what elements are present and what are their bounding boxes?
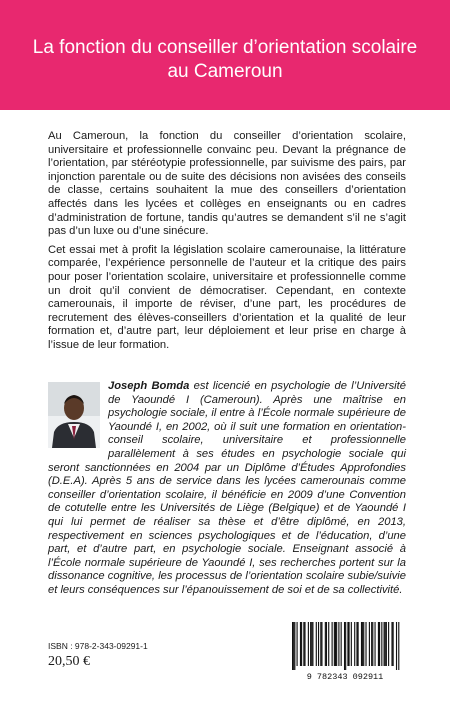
isbn: ISBN : 978-2-343-09291-1 — [48, 641, 148, 651]
barcode-bar — [326, 622, 327, 666]
barcode-bar — [361, 622, 362, 666]
barcode-bar — [320, 622, 321, 666]
summary-paragraph-2: Cet essai met à profit la législation scolaire camerounaise, la littérature comparée, l’expérience personnelle de l’auteur et la critique des pairs pour poser l’orientation scolaire, universitaire et professionnelle comme un droit qu’il convient de démocratiser. Cependant, en contexte camerounais, il importe de réviser, d’une part, les procédures de recrutement des élèves-conseillers d’orientation et la qualité de leur formation et, d’autre part, leur déploiement et leur prise en charge à l’issue de leur formation. — [48, 243, 406, 351]
barcode-bar — [391, 622, 392, 666]
barcode-bar — [347, 622, 348, 666]
barcode-bar — [332, 622, 333, 666]
barcode-bar — [378, 622, 379, 666]
barcode-bar — [328, 622, 329, 666]
barcode-bar — [345, 622, 346, 670]
author-photo — [48, 382, 100, 448]
barcode-bar — [297, 622, 298, 666]
barcode-bar — [362, 622, 363, 666]
barcode-bar — [308, 622, 309, 666]
barcode-bar — [396, 622, 397, 670]
barcode-bar — [293, 622, 294, 670]
barcode-bar — [300, 622, 301, 666]
barcode-bar — [311, 622, 312, 666]
barcode-bar — [379, 622, 380, 666]
barcode-number: 9 782343 092911 — [306, 672, 384, 682]
barcode-bar — [303, 622, 304, 666]
price: 20,50 € — [48, 654, 90, 669]
barcode-bar — [325, 622, 326, 666]
barcode-bar — [354, 622, 355, 666]
barcode-bar — [316, 622, 317, 666]
author-bio — [48, 380, 406, 598]
barcode-bar — [358, 622, 359, 666]
barcode-bar — [393, 622, 394, 666]
barcode-bar — [363, 622, 364, 666]
barcode-bar — [384, 622, 385, 666]
barcode-bar — [312, 622, 313, 666]
barcode-bar — [365, 622, 366, 666]
barcode-bar — [351, 622, 352, 666]
barcode-bar — [385, 622, 386, 666]
barcode-bar — [374, 622, 375, 666]
barcode-bar — [372, 622, 373, 666]
barcode-bar — [310, 622, 311, 666]
author-name: Joseph Bomda — [108, 380, 190, 392]
barcode-bar — [344, 622, 345, 670]
barcode-bar — [398, 622, 399, 670]
barcode-bar — [338, 622, 339, 666]
barcode-bar — [321, 622, 322, 666]
barcode-bar — [304, 622, 305, 666]
barcode-bar — [356, 622, 357, 666]
barcode-bar — [334, 622, 335, 666]
book-title-line1: La fonction du conseiller d’orientation scolaire — [32, 37, 418, 58]
barcode-bar — [294, 622, 295, 670]
barcode-bar — [292, 622, 293, 670]
barcode-bar — [301, 622, 302, 666]
book-title — [0, 0, 450, 84]
barcode-bar — [388, 622, 389, 666]
title-banner — [0, 0, 450, 110]
barcode-bar — [386, 622, 387, 666]
back-cover-summary — [48, 130, 406, 358]
summary-paragraph-1: Au Cameroun, la fonction du conseiller d’orientation scolaire, universitaire et professionnelle convainc peu. Devant la prégnance de l’orientation, par stéréotypie professionnelle, par suivisme des pairs, par injonction parentale ou de suite des décisions non avisées des conseils de classe, certains souhaitent la mue des conseillers d’orientation affectés dans les lycées et collèges en enseignants ou en cadres d’administration de fortune, tandis qu’autres se demandent s’il ne s’agit pas d’un luxe ou d’une sinécure. — [48, 130, 406, 238]
barcode-bar — [381, 622, 382, 666]
barcode-bar — [369, 622, 370, 666]
barcode-bar — [336, 622, 337, 666]
barcode-bar — [371, 622, 372, 666]
book-title-line2: au Cameroun — [167, 61, 283, 82]
barcode-bar — [349, 622, 350, 666]
barcode-bar — [335, 622, 336, 666]
author-bio-text: est licencié en psychologie de l’Université de Yaoundé I (Cameroun). Après une maîtrise en psychologie sociale, il entre à l’École normale supérieure de Yaoundé I, en 2002, où il suit une formation en orientation-conseil scolaire, universitaire et professionnelle parallèlement à ses études en psychologie sociale qui seront sanctionnées en 2004 par un Diplôme d’Études Approfondies (D.E.A). Après 5 ans de service dans les lycées camerounais comme conseiller d’orientation scolaire, il bénéficie en 2009 d’une Convention de cotutelle entre les Universités de Liège (Belgique) et de Yaoundé I qui lui permet de réaliser sa thèse et d’être diplômé, en 2013, respectivement en sciences psychologiques et de l’éducation, d’une part, et d’autre part, en psychologie sociale. Enseignant associé à l’École normale supérieure de Yaoundé I, ses recherches portent sur la dissonance cognitive, les processus de l’orientation scolaire subie/suivie et leurs conséquences sur l’épanouissement de soi et de sa collectivité. — [48, 380, 406, 596]
barcode — [282, 620, 408, 682]
barcode-bar — [341, 622, 342, 666]
barcode-bar — [318, 622, 319, 666]
